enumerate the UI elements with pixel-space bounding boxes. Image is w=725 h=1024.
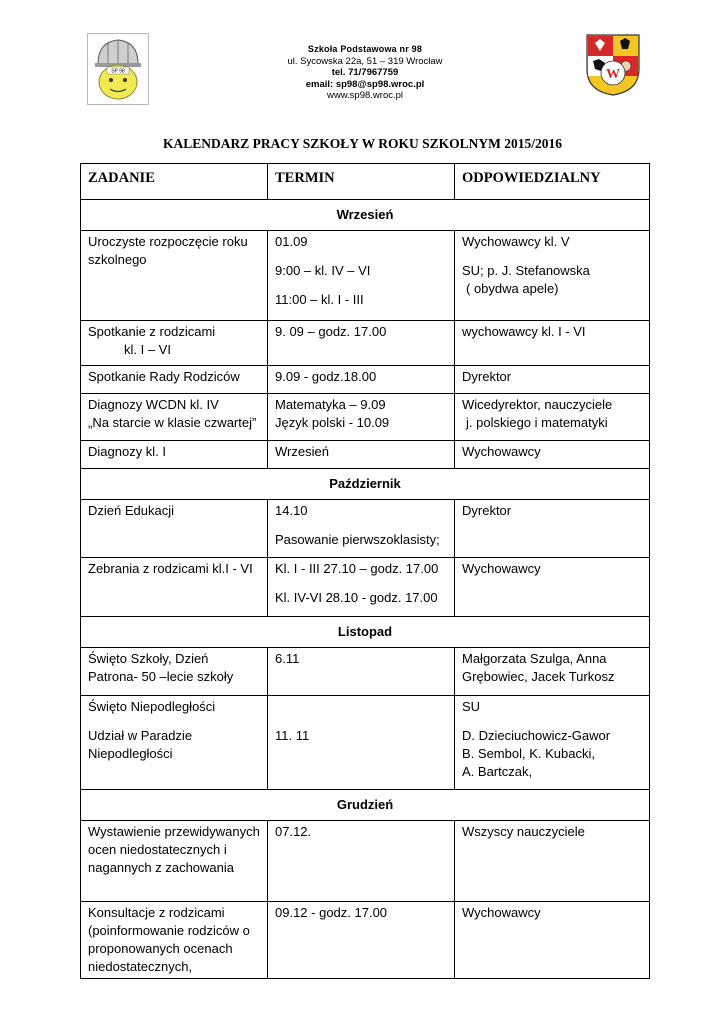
cell-task: Konsultacje z rodzicami (poinformowanie rodziców o proponowanych ocenach niedostatecznych,	[81, 902, 268, 979]
page-title: KALENDARZ PRACY SZKOŁY W ROKU SZKOLNYM 2015/2016	[162, 136, 563, 151]
cell-task: Wystawienie przewidywanych ocen niedostatecznych i nagannych z zachowania	[81, 821, 268, 902]
cell-term: Matematyka – 9.09 Język polski - 10.09	[268, 394, 455, 441]
month-row	[81, 200, 650, 231]
cell-term: 14.10 Pasowanie pierwszoklasisty;	[268, 500, 455, 558]
cell-term: 11. 11	[268, 696, 455, 790]
table-row	[81, 696, 650, 790]
month-label: Listopad	[81, 617, 650, 648]
month-row	[81, 469, 650, 500]
table-row	[81, 821, 650, 902]
cell-term: 07.12.	[268, 821, 455, 902]
school-info	[230, 44, 500, 102]
cell-responsible: Dyrektor	[455, 366, 650, 394]
cell-task: Zebrania z rodzicami kl.I - VI	[81, 558, 268, 617]
cell-term: 01.09 9:00 – kl. IV – VI 11:00 – kl. I - III	[268, 231, 455, 321]
table-row	[81, 321, 650, 366]
school-name: Szkoła Podstawowa nr 98	[307, 44, 423, 54]
svg-text:SP 98: SP 98	[111, 68, 125, 75]
table-row	[81, 558, 650, 617]
cell-term: 9. 09 – godz. 17.00	[268, 321, 455, 366]
cell-responsible: Dyrektor	[455, 500, 650, 558]
month-row	[81, 790, 650, 821]
city-coat-of-arms	[585, 33, 641, 97]
school-logo	[87, 33, 149, 105]
cell-task: Dzień Edukacji	[81, 500, 268, 558]
cell-term: 9.09 - godz.18.00	[268, 366, 455, 394]
cell-task: Święto Szkoły, Dzień Patrona- 50 –lecie szkoły	[81, 648, 268, 696]
column-header-task: ZADANIE	[81, 164, 268, 200]
school-phone: tel. 71/7967759	[331, 67, 399, 78]
month-label: Wrzesień	[81, 200, 650, 231]
cell-responsible: Wychowawcy	[455, 441, 650, 469]
table-row	[81, 366, 650, 394]
cell-task: Diagnozy WCDN kl. IV „Na starcie w klasie czwartej”	[81, 394, 268, 441]
month-label: Październik	[81, 469, 650, 500]
cell-term: Wrzesień	[268, 441, 455, 469]
column-header-term: TERMIN	[268, 164, 455, 200]
cell-responsible: SU D. Dzieciuchowicz-Gawor B. Sembol, K. Kubacki, A. Bartczak,	[455, 696, 650, 790]
table-row	[81, 394, 650, 441]
table-row	[81, 648, 650, 696]
table-row	[81, 441, 650, 469]
cell-responsible: Wychowawcy	[455, 902, 650, 979]
cell-term: 6.11	[268, 648, 455, 696]
cell-responsible: Wszyscy nauczyciele	[455, 821, 650, 902]
cell-responsible: Małgorzata Szulga, Anna Grębowiec, Jacek Turkosz	[455, 648, 650, 696]
cell-term: 09.12 - godz. 17.00	[268, 902, 455, 979]
month-label: Grudzień	[81, 790, 650, 821]
month-row	[81, 617, 650, 648]
school-calendar-table	[80, 163, 650, 979]
table-row	[81, 231, 650, 321]
cell-term: Kl. I - III 27.10 – godz. 17.00 Kl. IV-VI 28.10 - godz. 17.00	[268, 558, 455, 617]
table-row	[81, 902, 650, 979]
column-header-responsible: ODPOWIEDZIALNY	[455, 164, 650, 200]
school-email: email: sp98@sp98.wroc.pl	[305, 78, 425, 90]
letterhead	[0, 0, 725, 110]
cell-task: Diagnozy kl. I	[81, 441, 268, 469]
miner-helmet-logo-icon	[88, 34, 148, 104]
coat-of-arms-icon	[585, 33, 641, 97]
cell-task: Spotkanie Rady Rodziców	[81, 366, 268, 394]
table-row	[81, 500, 650, 558]
cell-task: Spotkanie z rodzicami kl. I – VI	[81, 321, 268, 366]
cell-responsible: Wicedyrektor, nauczyciele j. polskiego i matematyki	[455, 394, 650, 441]
cell-responsible: Wychowawcy kl. V SU; p. J. Stefanowska ( obydwa apele)	[455, 231, 650, 321]
svg-text:W: W	[606, 67, 620, 82]
cell-responsible: wychowawcy kl. I - VI	[455, 321, 650, 366]
table-header-row	[81, 164, 650, 200]
cell-responsible: Wychowawcy	[455, 558, 650, 617]
cell-task: Święto Niepodległości Udział w Paradzie Niepodległości	[81, 696, 268, 790]
school-website: www.sp98.wroc.pl	[326, 90, 404, 101]
cell-task: Uroczyste rozpoczęcie roku szkolnego	[81, 231, 268, 321]
school-address: ul. Sycowska 22a, 51 – 319 Wrocław	[287, 55, 443, 67]
